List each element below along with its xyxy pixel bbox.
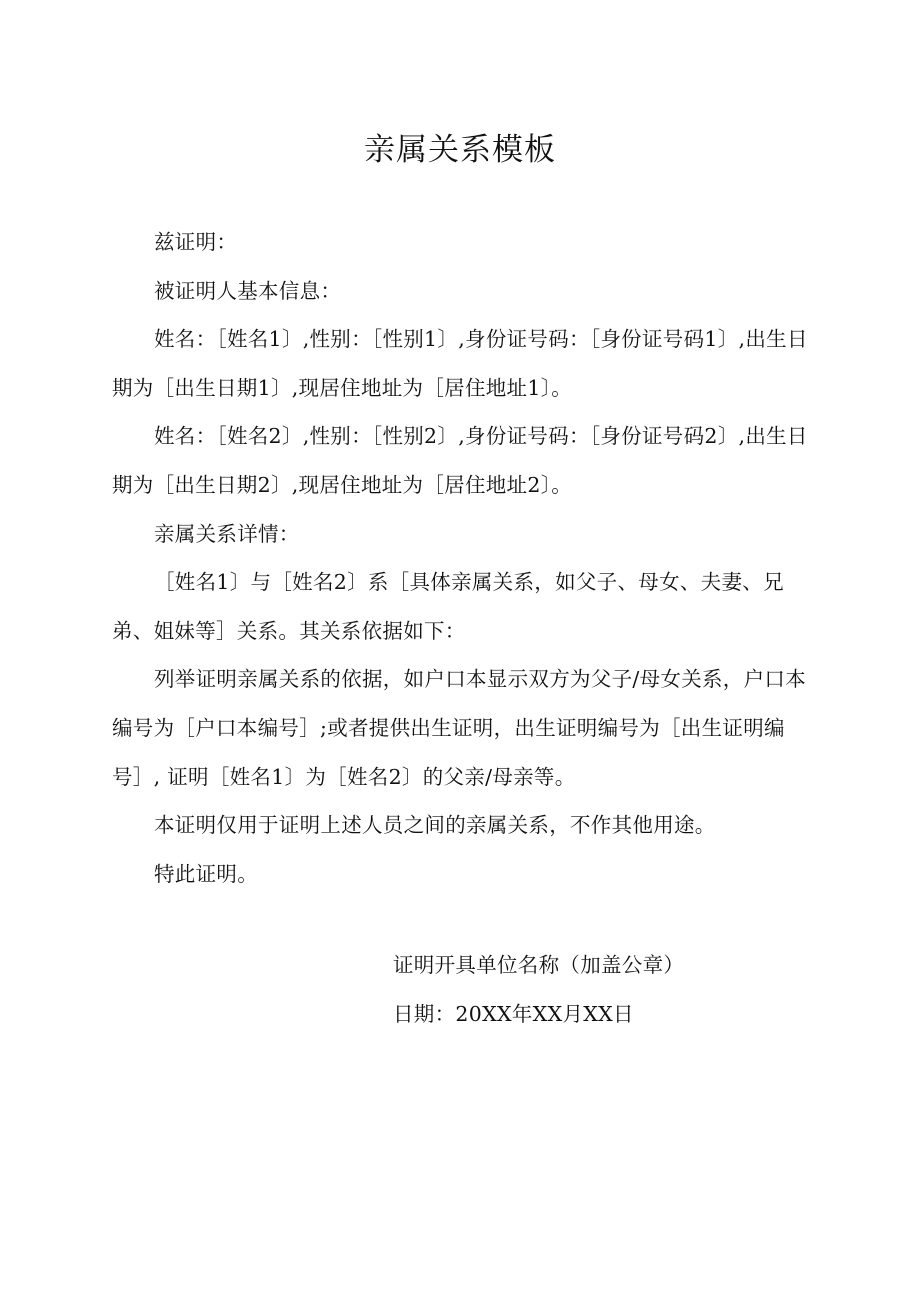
issuer-line: 证明开具单位名称（加盖公章） bbox=[393, 953, 685, 977]
person2-text-1: 姓名：［姓名2〕,性别：［性别2〕,身份证号码：［身份证号码2〕, bbox=[154, 424, 746, 449]
person1-text-2: 生日期为［出生日期1〕,现居住地址为［居住地址1〕。 bbox=[112, 327, 808, 400]
basic-info-heading: 被证明人基本信息： bbox=[154, 278, 342, 303]
basis-text-2: 本编号为［户口本编号］;或者提供出生证明，出生证明编号为［出生证明 bbox=[112, 667, 807, 740]
relation-heading: 亲属关系详情： bbox=[154, 521, 300, 546]
document-title: 亲属关系模板 bbox=[364, 132, 556, 168]
date-line: 日期：20XX年XX月XX日 bbox=[393, 1001, 634, 1026]
person2-text-2: 出生日期为［出生日期2〕,现居住地址为［居住地址2〕。 bbox=[112, 424, 808, 497]
document-body bbox=[112, 218, 812, 898]
person2-paragraph bbox=[112, 412, 812, 509]
relation-text-1: ［姓名1〕与［姓名2〕系［具体亲属关系，如父子、母女、夫妻、兄 bbox=[154, 570, 784, 595]
person1-paragraph bbox=[112, 315, 812, 412]
signature-block bbox=[393, 941, 813, 1038]
purpose-statement: 本证明仅用于证明上述人员之间的亲属关系，不作其他用途。 bbox=[154, 813, 716, 838]
relation-text-2: 弟、姐妹等］关系。其关系依据如下： bbox=[112, 618, 466, 643]
basis-paragraph bbox=[112, 655, 812, 801]
basis-text-3: 编号］, 证明［姓名1〕为［姓名2〕的父亲/母亲等。 bbox=[112, 715, 785, 789]
closing-line: 特此证明。 bbox=[154, 861, 258, 886]
basis-text-1: 列举证明亲属关系的依据，如户口本显示双方为父子/母女关系，户口 bbox=[154, 667, 786, 692]
relation-statement bbox=[112, 558, 812, 655]
opening-line: 兹证明： bbox=[154, 230, 238, 254]
person1-text-1: 姓名：［姓名1〕,性别：［性别1〕,身份证号码：［身份证号码1〕,出 bbox=[154, 327, 767, 352]
